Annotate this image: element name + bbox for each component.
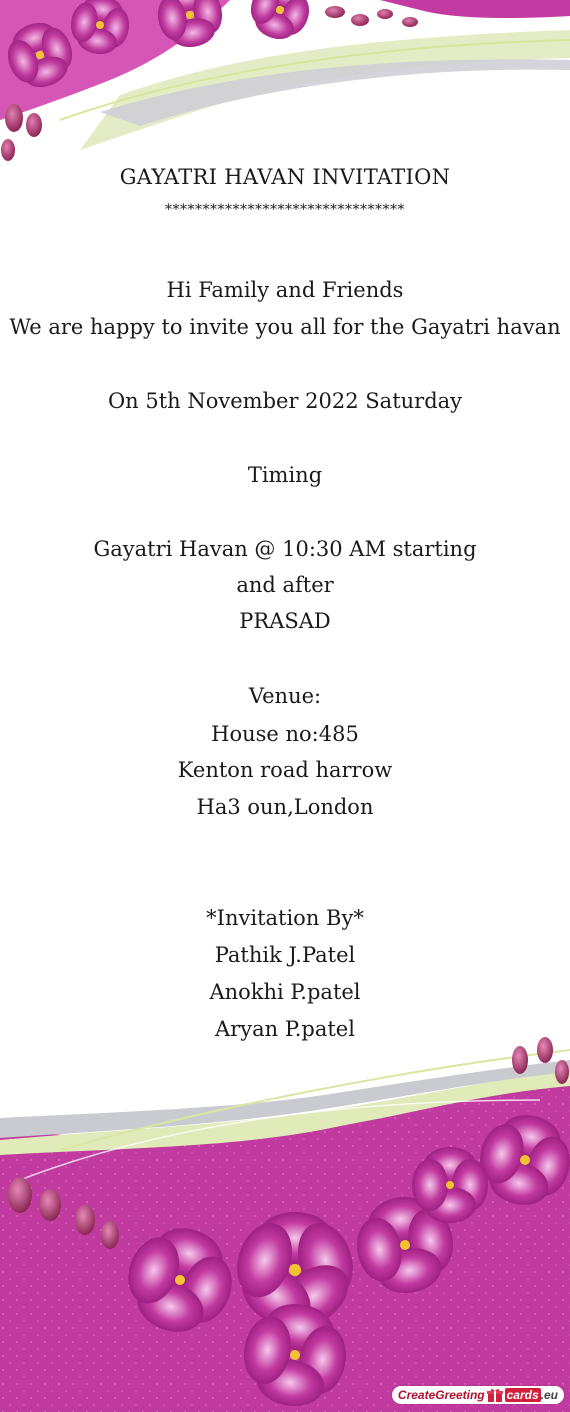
gift-icon: [487, 1388, 503, 1402]
venue-line: Ha3 oun,London: [196, 795, 374, 819]
top-floral-decoration: [0, 0, 570, 175]
venue-line: Kenton road harrow: [177, 758, 393, 782]
invited-by-label: *Invitation By*: [206, 906, 364, 930]
venue-line: House no:485: [211, 722, 359, 746]
brand-watermark: [392, 1386, 564, 1404]
watermark-tld: .eu: [540, 1388, 558, 1402]
greeting-text: Hi Family and Friends: [166, 278, 404, 302]
host-name: Pathik J.Patel: [214, 943, 356, 967]
watermark-cards: cards: [506, 1388, 539, 1402]
schedule-line: PRASAD: [239, 609, 331, 633]
schedule-line: Gayatri Havan @ 10:30 AM starting: [93, 537, 477, 561]
timing-label: Timing: [247, 463, 323, 487]
invitation-title: GAYATRI HAVAN INVITATION: [119, 165, 451, 189]
schedule-line: and after: [236, 573, 334, 597]
watermark-brand: CreateGreeting: [397, 1388, 485, 1402]
date-text: On 5th November 2022 Saturday: [107, 389, 463, 413]
bottom-floral-decoration: [0, 1030, 570, 1412]
invite-line-text: We are happy to invite you all for the Gayatri havan: [9, 315, 561, 339]
venue-label: Venue:: [248, 684, 322, 708]
host-name: Anokhi P.patel: [209, 980, 361, 1004]
stars-divider: ********************************: [165, 202, 405, 218]
host-name: Aryan P.patel: [215, 1017, 355, 1041]
